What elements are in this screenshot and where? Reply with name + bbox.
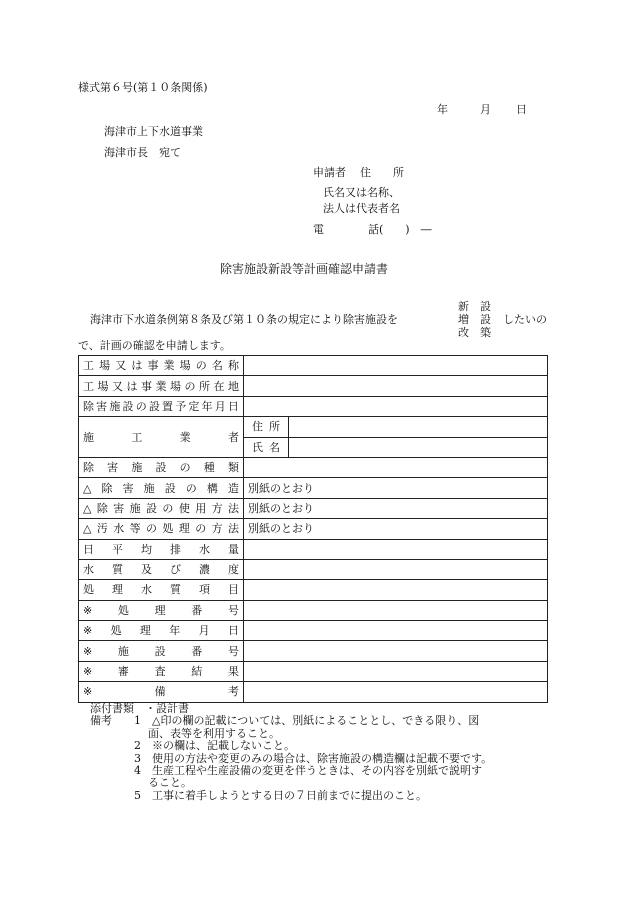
option-expand: 増 設 [458, 313, 491, 326]
contractor-name-field[interactable] [289, 437, 548, 457]
water-quality-field[interactable] [244, 559, 548, 579]
contractor-address-field[interactable] [289, 417, 548, 437]
option-new: 新 設 [458, 300, 491, 313]
processing-date-field[interactable] [244, 621, 548, 641]
row-label: 処 理 水 質 項 目 [79, 580, 244, 600]
row-label: ※ 備 考 [79, 682, 244, 702]
row-label: 日 平 均 排 水 量 [79, 539, 244, 559]
remarks-field[interactable] [244, 682, 548, 702]
table-row [79, 478, 548, 498]
table-row [79, 376, 548, 396]
notes-section [90, 703, 492, 802]
table-row [79, 539, 548, 559]
treated-quality-field[interactable] [244, 580, 548, 600]
row-label: ※ 処 理 番 号 [79, 600, 244, 620]
row-label: △ 汚 水 等 の 処 理 の 方 法 [79, 519, 244, 539]
table-row [79, 396, 548, 416]
factory-name-field[interactable] [244, 356, 548, 376]
table-row [79, 356, 548, 376]
installation-date-field[interactable] [244, 396, 548, 416]
construction-options [458, 300, 491, 339]
body-text-pre: 海津市下水道条例第８条及び第１０条の規定により除害施設を [90, 313, 398, 326]
table-row [79, 519, 548, 539]
attachments-line: 添付書類 ・設計書 [90, 702, 189, 715]
date-year-label: 年 [437, 103, 448, 116]
note-item: 3 使用の方法や変更のみの場合は、除害施設の構造欄は記載不要です。 [134, 751, 493, 765]
row-label: ※ 施 設 番 号 [79, 641, 244, 661]
body-text-line2: で、計画の確認を申請します。 [78, 339, 231, 352]
sub-label: 氏 名 [244, 437, 289, 457]
table-row [79, 600, 548, 620]
note-item: 5 工事に着手しようとする日の７日前までに提出のこと。 [134, 788, 427, 802]
facility-structure-field[interactable]: 別紙のとおり [244, 478, 548, 498]
applicant-label: 申請者 [313, 166, 346, 179]
option-rebuild: 改 築 [458, 326, 491, 339]
row-label: △ 除 害 施 設 の 使 用 方 法 [79, 498, 244, 518]
daily-discharge-field[interactable] [244, 539, 548, 559]
row-label: ※ 処 理 年 月 日 [79, 621, 244, 641]
review-result-field[interactable] [244, 661, 548, 681]
applicant-name-label-2: 法人は代表者名 [323, 202, 400, 215]
addressee-org: 海津市上下水道事業 [104, 125, 203, 138]
row-label: △ 除 害 施 設 の 構 造 [79, 478, 244, 498]
notes-label: 備考 [90, 714, 112, 728]
date-day-label: 日 [516, 103, 527, 116]
addressee-mayor: 海津市長 宛て [104, 146, 181, 159]
processing-number-field[interactable] [244, 600, 548, 620]
sub-label: 住 所 [244, 417, 289, 437]
row-label: 工 場 又 は 事 業 場 の 所 在 地 [79, 376, 244, 396]
applicant-name-label-1: 氏名又は名称、 [323, 186, 400, 199]
applicant-phone-label: 電 話( ) ― [313, 223, 432, 236]
row-label: 施 工 業 者 [79, 417, 244, 458]
form-number: 様式第６号(第１０条関係) [78, 81, 208, 94]
facility-usage-field[interactable]: 別紙のとおり [244, 498, 548, 518]
facility-number-field[interactable] [244, 641, 548, 661]
note-item: 2 ※の欄は、記載しないこと。 [134, 739, 295, 753]
document-title: 除害施設新設等計画確認申請書 [220, 262, 389, 276]
row-label: 除 害 施 設 の 種 類 [79, 457, 244, 477]
table-row [79, 559, 548, 579]
facility-type-field[interactable] [244, 457, 548, 477]
table-row [79, 661, 548, 681]
table-row [79, 498, 548, 518]
note-item: 4 生産工程や生産設備の変更を伴うときは、その内容を別紙で説明す [134, 764, 482, 778]
row-label: 除 害 施 設 の 設 置 予 定 年 月 日 [79, 396, 244, 416]
note-item: ること。 [148, 776, 192, 790]
row-label: 水 質 及 び 濃 度 [79, 559, 244, 579]
row-label: ※ 審 査 結 果 [79, 661, 244, 681]
table-row [79, 580, 548, 600]
row-label: 工 場 又 は 事 業 場 の 名 称 [79, 356, 244, 376]
date-month-label: 月 [480, 103, 491, 116]
body-text-post: したいの [503, 313, 547, 326]
table-row [79, 457, 548, 477]
table-row [79, 682, 548, 702]
factory-address-field[interactable] [244, 376, 548, 396]
table-row [79, 621, 548, 641]
note-item: 1 △印の欄の記載については、別紙によることとし、できる限り、図 [134, 714, 480, 728]
application-table [78, 355, 548, 703]
applicant-address-label: 住 所 [360, 166, 404, 179]
note-item: 面、表等を利用すること。 [148, 726, 280, 740]
table-row [79, 641, 548, 661]
table-row [79, 417, 548, 437]
treatment-method-field[interactable]: 別紙のとおり [244, 519, 548, 539]
